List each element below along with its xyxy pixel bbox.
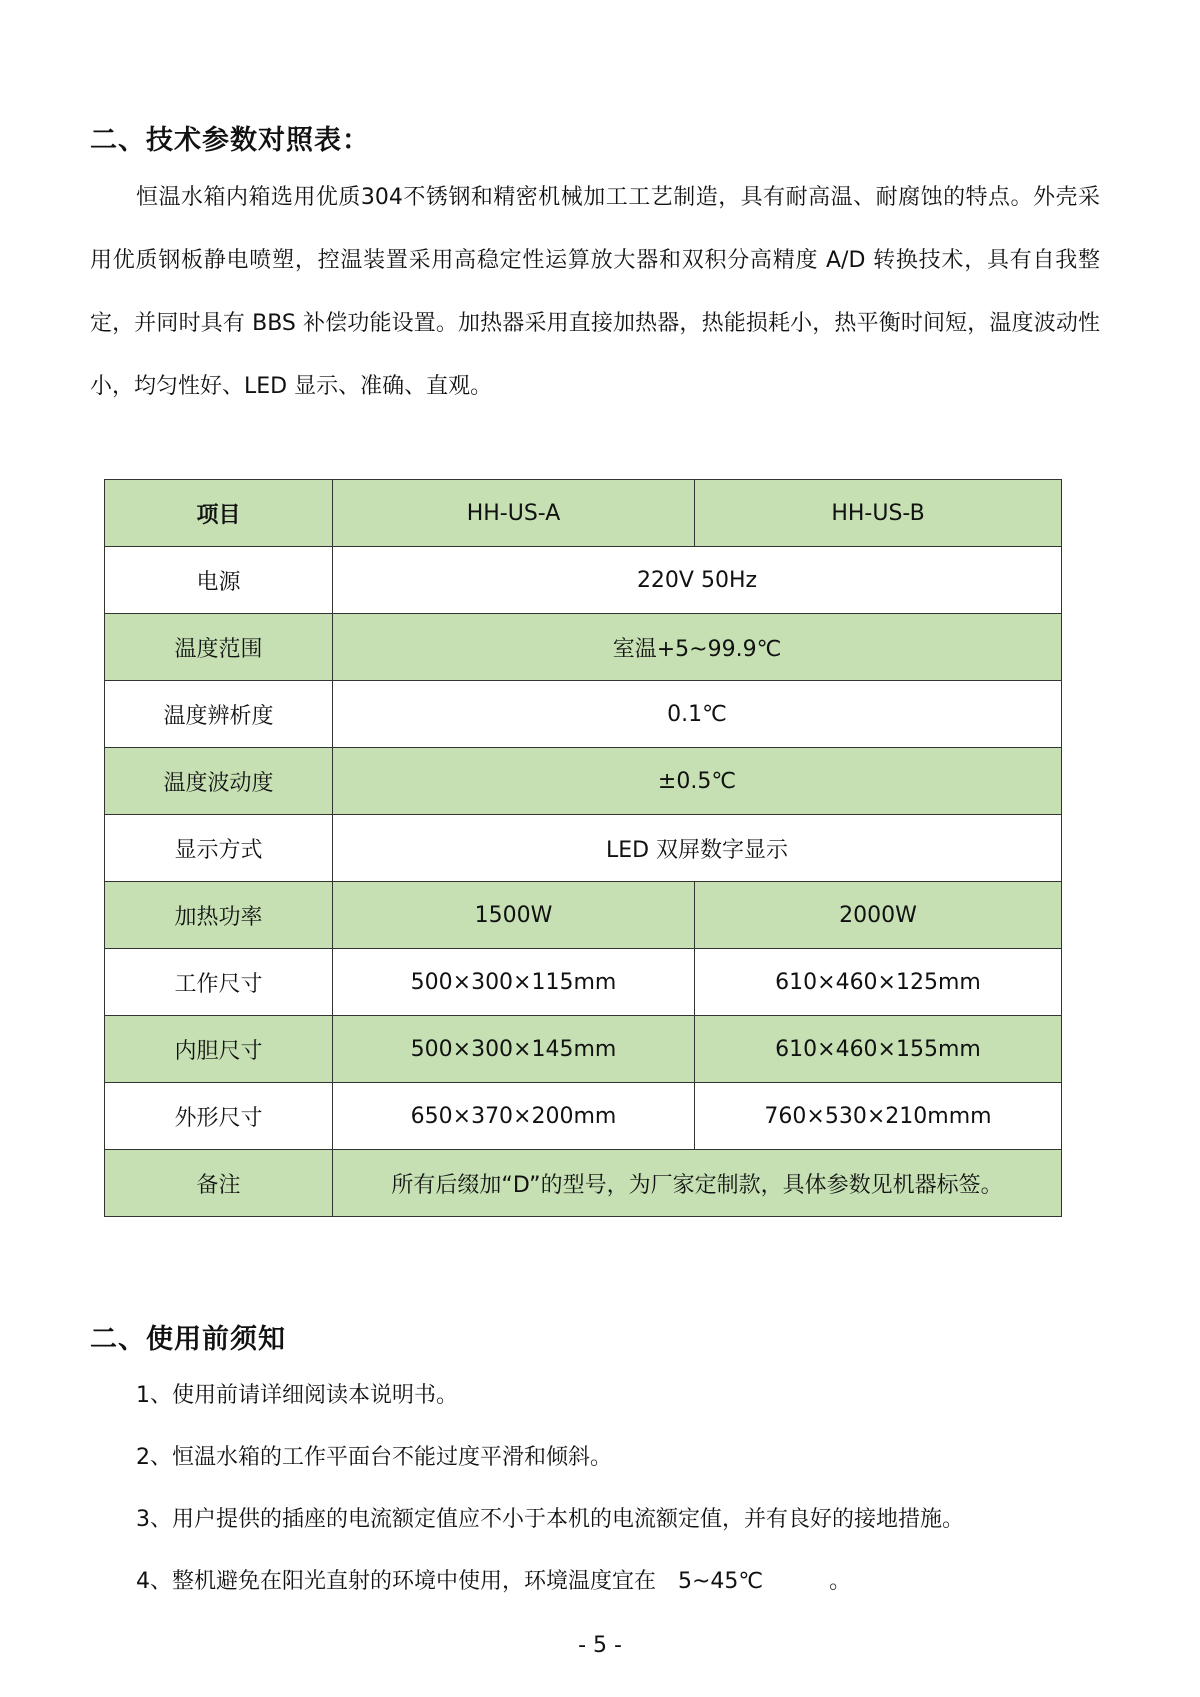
header-item-label: 项目 bbox=[105, 480, 333, 547]
row-value-b: 2000W bbox=[695, 882, 1062, 949]
list-item: 2、恒温水箱的工作平面台不能过度平滑和倾斜。 bbox=[136, 1445, 612, 1470]
row-value-b: 760×530×210mmm bbox=[695, 1083, 1062, 1150]
section-heading-specs: 二、技术参数对照表： bbox=[90, 125, 370, 156]
row-value: ±0.5℃ bbox=[333, 748, 1062, 815]
row-label: 电源 bbox=[105, 547, 333, 614]
table-row bbox=[105, 882, 1062, 949]
table-row bbox=[105, 547, 1062, 614]
spec-table bbox=[104, 479, 1062, 1217]
list-item: 4、整机避免在阳光直射的环境中使用，环境温度宜在 5~45℃ 。 bbox=[136, 1569, 852, 1594]
row-value-a: 500×300×145mm bbox=[333, 1016, 695, 1083]
row-value-b: 610×460×125mm bbox=[695, 949, 1062, 1016]
row-value-a: 1500W bbox=[333, 882, 695, 949]
row-value: 所有后缀加“D”的型号，为厂家定制款，具体参数见机器标签。 bbox=[333, 1150, 1062, 1217]
row-label: 温度辨析度 bbox=[105, 681, 333, 748]
row-value: LED 双屏数字显示 bbox=[333, 815, 1062, 882]
row-label: 加热功率 bbox=[105, 882, 333, 949]
row-label: 温度范围 bbox=[105, 614, 333, 681]
table-row bbox=[105, 748, 1062, 815]
row-value: 220V 50Hz bbox=[333, 547, 1062, 614]
row-label: 温度波动度 bbox=[105, 748, 333, 815]
header-model-a: HH-US-A bbox=[333, 480, 695, 547]
list-item: 3、用户提供的插座的电流额定值应不小于本机的电流额定值，并有良好的接地措施。 bbox=[136, 1507, 964, 1532]
table-row bbox=[105, 614, 1062, 681]
table-row bbox=[105, 681, 1062, 748]
row-value-a: 650×370×200mm bbox=[333, 1083, 695, 1150]
specs-intro-paragraph: 恒温水箱内箱选用优质304不锈钢和精密机械加工工艺制造，具有耐高温、耐腐蚀的特点。外壳采用优质钢板静电喷塑，控温装置采用高稳定性运算放大器和双积分高精度 A/D 转换技术，具有自我整定，并同时具有 BBS 补偿功能设置。加热器采用直接加热器，热能损耗小，热平衡时间短，温度波动性小，均匀性好、LED 显示、准确、直观。 bbox=[90, 185, 1100, 399]
row-value: 室温+5~99.9℃ bbox=[333, 614, 1062, 681]
row-label: 外形尺寸 bbox=[105, 1083, 333, 1150]
row-label: 工作尺寸 bbox=[105, 949, 333, 1016]
row-value-b: 610×460×155mm bbox=[695, 1016, 1062, 1083]
header-model-b: HH-US-B bbox=[695, 480, 1062, 547]
page-number: - 5 - bbox=[578, 1633, 622, 1658]
table-row bbox=[105, 1150, 1062, 1217]
table-row bbox=[105, 949, 1062, 1016]
row-label: 备注 bbox=[105, 1150, 333, 1217]
table-row bbox=[105, 1016, 1062, 1083]
table-header-row bbox=[105, 480, 1062, 547]
row-label: 内胆尺寸 bbox=[105, 1016, 333, 1083]
table-row bbox=[105, 1083, 1062, 1150]
list-item: 1、使用前请详细阅读本说明书。 bbox=[136, 1383, 458, 1408]
section-heading-precautions: 二、使用前须知 bbox=[90, 1324, 286, 1355]
row-value-a: 500×300×115mm bbox=[333, 949, 695, 1016]
row-value: 0.1℃ bbox=[333, 681, 1062, 748]
table-row bbox=[105, 815, 1062, 882]
row-label: 显示方式 bbox=[105, 815, 333, 882]
